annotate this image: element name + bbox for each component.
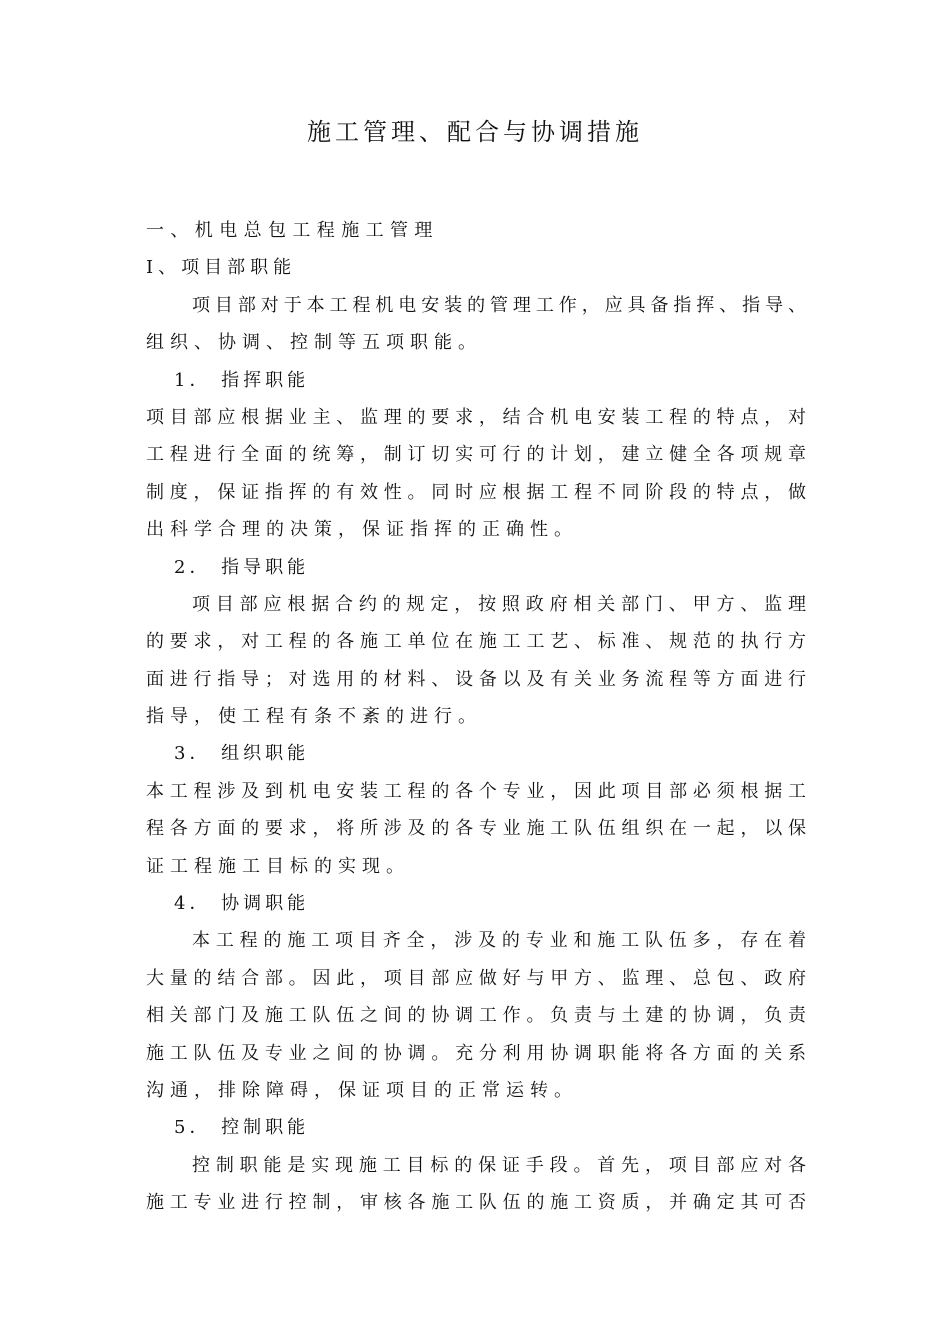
text-line: 项目部应根据业主、监理的要求，结合机电安装工程的特点，对 (146, 406, 806, 428)
text-line: 项目部对于本工程机电安装的管理工作，应具备指挥、指导、 (192, 294, 806, 316)
text-line: 出科学合理的决策，保证指挥的正确性。 (146, 519, 578, 541)
text-line: Ⅰ、项目部职能 (146, 257, 297, 279)
document-body (146, 212, 806, 1222)
document-title: 施工管理、配合与协调措施 (307, 118, 643, 146)
text-line: 施工队伍及专业之间的协调。充分利用协调职能将各方面的关系 (146, 1042, 806, 1064)
text-line: 组织、协调、控制等五项职能。 (146, 332, 482, 354)
text-line: 项目部应根据合约的规定，按照政府相关部门、甲方、监理 (192, 593, 806, 615)
text-line: 4． 协调职能 (174, 893, 310, 915)
text-line: 本工程的施工项目齐全，涉及的专业和施工队伍多，存在着 (192, 930, 806, 952)
text-line: 3． 组织职能 (174, 743, 310, 765)
text-line: 的要求，对工程的各施工单位在施工工艺、标准、规范的执行方 (146, 631, 806, 653)
text-line: 工程进行全面的统筹，制订切实可行的计划，建立健全各项规章 (146, 444, 806, 466)
text-line: 相关部门及施工队伍之间的协调工作。负责与土建的协调，负责 (146, 1005, 806, 1027)
text-line: 施工专业进行控制，审核各施工队伍的施工资质，并确定其可否 (146, 1192, 806, 1214)
text-line: 2． 指导职能 (174, 556, 310, 578)
text-line: 程各方面的要求，将所涉及的各专业施工队伍组织在一起，以保 (146, 818, 806, 840)
text-line: 一、机电总包工程施工管理 (146, 220, 439, 241)
text-line: 证工程施工目标的实现。 (146, 855, 410, 877)
text-line: 指导，使工程有条不紊的进行。 (146, 706, 482, 728)
text-line: 控制职能是实现施工目标的保证手段。首先，项目部应对各 (192, 1154, 806, 1176)
text-line: 面进行指导；对选用的材料、设备以及有关业务流程等方面进行 (146, 668, 806, 690)
text-line: 沟通，排除障碍，保证项目的正常运转。 (146, 1079, 578, 1101)
text-line: 大量的结合部。因此，项目部应做好与甲方、监理、总包、政府 (146, 967, 806, 989)
text-line: 本工程涉及到机电安装工程的各个专业，因此项目部必须根据工 (146, 780, 806, 802)
text-line: 1． 指挥职能 (174, 369, 310, 391)
text-line: 制度，保证指挥的有效性。同时应根据工程不同阶段的特点，做 (146, 481, 806, 503)
text-line: 5． 控制职能 (174, 1117, 310, 1139)
